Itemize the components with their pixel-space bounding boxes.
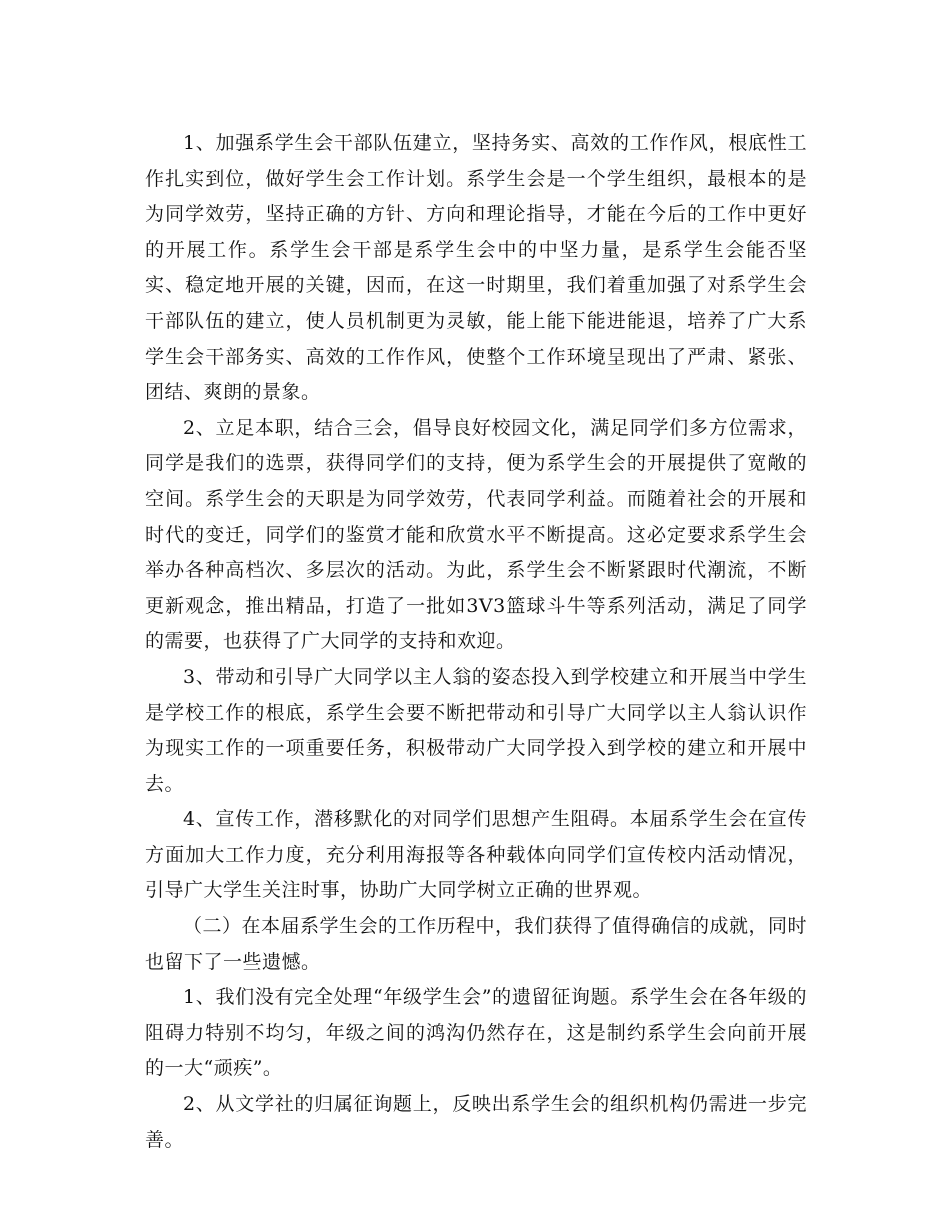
paragraph-6: 1、我们没有完全处理“年级学生会”的遗留征询题。系学生会在各年级的阻碍力特别不均匀，年级之间的鸿沟仍然存在，这是制约系学生会向前开展的一大“顽疾”。 xyxy=(145,986,807,1080)
paragraph-1: 1、加强系学生会干部队伍建立，坚持务实、高效的工作作风，根底性工作扎实到位，做好学生会工作计划。系学生会是一个学生组织，最根本的是为同学效劳，坚持正确的方针、方向和理论指导，才能在今后的工作中更好的开展工作。系学生会干部是系学生会中的中坚力量，是系学生会能否坚实、稳定地开展的关键，因而，在这一时期里，我们着重加强了对系学生会干部队伍的建立，使人员机制更为灵敏，能上能下能进能退，培养了广大系学生会干部务实、高效的工作作风，使整个工作环境呈现出了严肃、紧张、团结、爽朗的景象。 xyxy=(145,132,807,404)
document-body xyxy=(145,126,807,1158)
paragraph-3: 3、带动和引导广大同学以主人翁的姿态投入到学校建立和开展当中学生是学校工作的根底，系学生会要不断把带动和引导广大同学以主人翁认识作为现实工作的一项重要任务，积极带动广大同学投入到学校的建立和开展中去。 xyxy=(145,665,807,795)
paragraph-2: 2、立足本职，结合三会，倡导良好校园文化，满足同学们多方位需求，同学是我们的选票，获得同学们的支持，便为系学生会的开展提供了宽敞的空间。系学生会的天职是为同学效劳，代表同学利益。而随着社会的开展和时代的变迁，同学们的鉴赏才能和欣赏水平不断提高。这必定要求系学生会举办各种高档次、多层次的活动。为此，系学生会不断紧跟时代潮流，不断更新观念，推出精品，打造了一批如3V3篮球斗牛等系列活动，满足了同学的需要，也获得了广大同学的支持和欢迎。 xyxy=(145,416,807,653)
paragraph-7: 2、从文学社的归属征询题上，反映出系学生会的组织机构仍需进一步完善。 xyxy=(145,1093,807,1151)
paragraph-4: 4、宣传工作，潜移默化的对同学们思想产生阻碍。本届系学生会在宣传方面加大工作力度，充分利用海报等各种载体向同学们宣传校内活动情况，引导广大学生关注时事，协助广大同学树立正确的世界观。 xyxy=(145,808,807,902)
paragraph-5: （二）在本届系学生会的工作历程中，我们获得了值得确信的成就，同时也留下了一些遗憾。 xyxy=(145,915,808,973)
